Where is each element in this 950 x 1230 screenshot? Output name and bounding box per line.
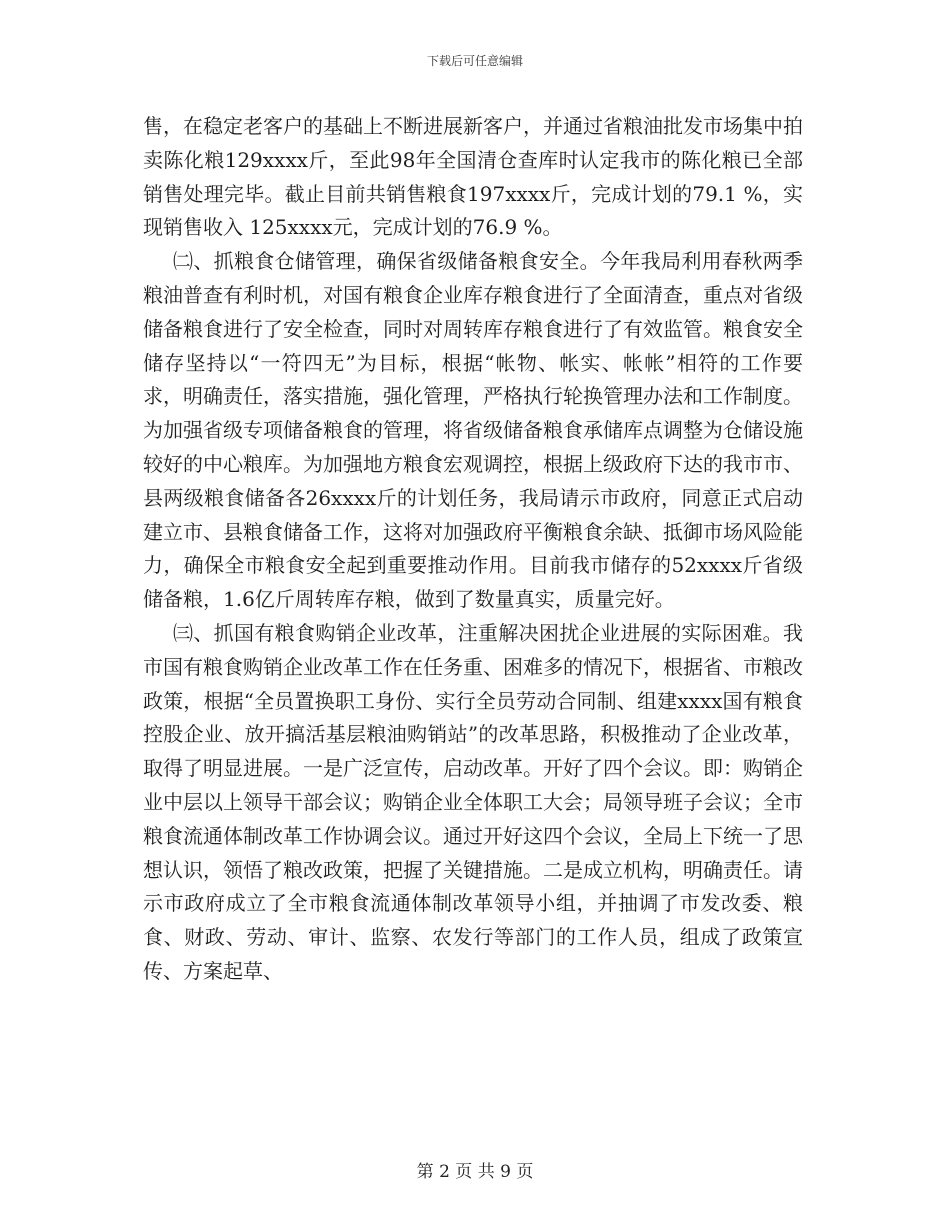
paragraph-grain-storage: ㈡、抓粮食仓储管理，确保省级储备粮食安全。今年我局利用春秋两季粮油普查有利时机，对国有粮食企业库存粮食进行了全面清查，重点对省级储备粮食进行了安全检查，同时对周转库存粮食进行了有效监管。粮食安全储存坚持以“一符四无”为目标，根据“帐物、帐实、帐帐”相符的工作要求，明确责任，落实措施，强化管理，严格执行轮换管理办法和工作制度。为加强省级专项储备粮食的管理，将省级储备粮食承储库点调整为仓储设施较好的中心粮库。为加强地方粮食宏观调控，根据上级政府下达的我市市、县两级粮食储备各26xxxx斤的计划任务，我局请示市政府，同意正式启动建立市、县粮食储备工作，这将对加强政府平衡粮食余缺、抵御市场风险能力，确保全市粮食安全起到重要推动作用。目前我市储存的52xxxx斤省级储备粮，1.6亿斤周转库存粮，做到了数量真实，质量完好。 [143, 249, 803, 612]
page-number: 第 2 页 共 9 页 [416, 1162, 534, 1182]
paragraph-enterprise-reform: ㈢、抓国有粮食购销企业改革，注重解决困扰企业进展的实际困难。我市国有粮食购销企业改革工作在任务重、困难多的情况下，根据省、市粮改政策，根据“全员置换职工身份、实行全员劳动合同制、组建xxxx国有粮食控股企业、放开搞活基层粮油购销站”的改革思路，积极推动了企业改革，取得了明显进展。一是广泛宣传，启动改革。开好了四个会议。即：购销企业中层以上领导干部会议；购销企业全体职工大会；局领导班子会议；全市粮食流通体制改革工作协调会议。通过开好这四个会议，全局上下统一了思想认识，领悟了粮改政策，把握了关键措施。二是成立机构，明确责任。请示市政府成立了全市粮食流通体制改革领导小组，并抽调了市发改委、粮食、财政、劳动、审计、监察、农发行等部门的工作人员，组成了政策宣传、方案起草、 [143, 620, 803, 983]
page-header: 下载后可任意编辑 [426, 54, 523, 68]
document-body [143, 110, 803, 989]
paragraph-continued: 售，在稳定老客户的基础上不断进展新客户，并通过省粮油批发市场集中拍卖陈化粮129xxxx斤，至此98年全国清仓查库时认定我市的陈化粮已全部销售处理完毕。截止目前共销售粮食197xxxx斤，完成计划的79.1 %，实现销售收入 125xxxx元，完成计划的76.9 %。 [143, 114, 803, 240]
